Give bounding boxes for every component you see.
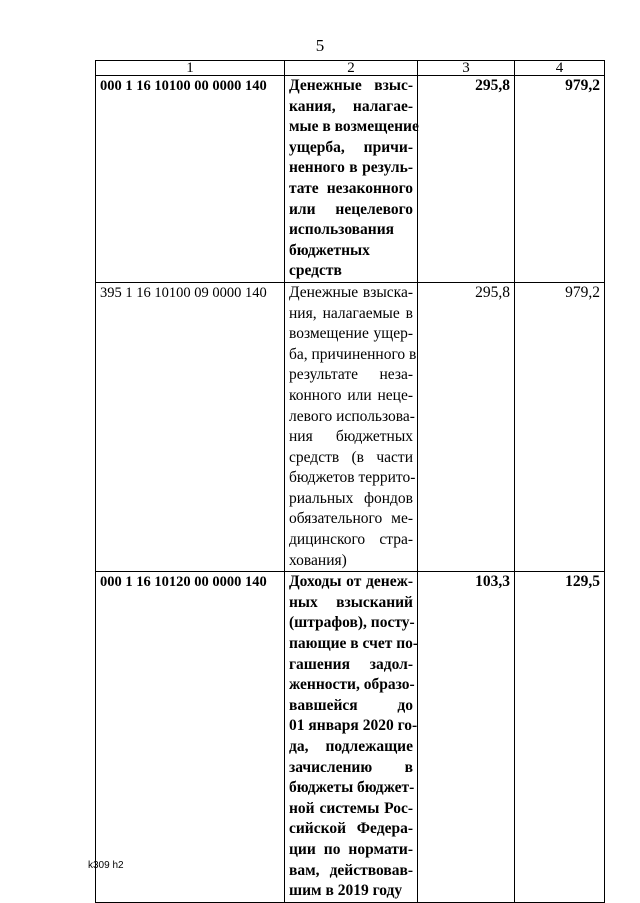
income-name-line: ния бюджетных (289, 428, 413, 446)
income-name-line: Доходы от денеж- (289, 573, 413, 591)
amount-col-4: 979,2 (515, 282, 605, 571)
table-header-row (96, 61, 605, 76)
income-name-line: шим в 2019 году (289, 882, 403, 900)
budget-code: 000 1 16 10100 00 0000 140 (96, 76, 285, 283)
income-name-line: ния, налагаемые в (289, 304, 413, 322)
amount-col-3: 295,8 (418, 282, 515, 571)
income-name-line: сийской Федера- (289, 820, 413, 838)
income-name-line: средств (в части (289, 448, 413, 466)
amount-col-3: 295,8 (418, 76, 515, 283)
budget-table (95, 60, 605, 903)
amount-col-4: 979,2 (515, 76, 605, 283)
header-col-3: 3 (418, 61, 515, 76)
amount-col-3: 103,3 (418, 572, 515, 903)
income-name-line: конного или неце- (289, 386, 413, 404)
income-name-line: использования (289, 221, 395, 239)
income-name-line: результате неза- (289, 366, 413, 384)
income-name-line: 01 января 2020 го- (289, 717, 418, 735)
table-row (96, 76, 605, 283)
income-name-line: мые в возмещение (289, 118, 419, 136)
income-name-line: вавшейся до (289, 696, 413, 714)
income-name-line: средств (289, 262, 342, 280)
income-name (285, 76, 418, 283)
income-name-line: ущерба, причи- (289, 138, 413, 156)
header-col-4: 4 (515, 61, 605, 76)
income-name-line: женности, образо- (289, 676, 415, 694)
income-name-line: бюджетных (289, 241, 370, 259)
table-row (96, 282, 605, 571)
income-name-line: дицинского стра- (289, 531, 413, 549)
header-col-1: 1 (96, 61, 285, 76)
document-footer-code: k309 h2 (88, 860, 124, 871)
income-name-line: хования) (289, 551, 347, 569)
income-name-line: левого использова- (289, 407, 415, 425)
table-row (96, 572, 605, 903)
income-name-line: возмещение ущер- (289, 325, 413, 343)
income-name-line: зачислению в (289, 758, 413, 776)
income-name-line: Денежные взыска- (289, 283, 413, 301)
income-name-line: гашения задол- (289, 655, 413, 673)
page-number: 5 (315, 36, 325, 55)
income-name-line: бюджетов террито- (289, 469, 416, 487)
income-name-line: Денежные взыс- (289, 77, 413, 94)
income-name-line: пающие в счет по- (289, 635, 419, 653)
income-name-line: ненного в резуль- (289, 159, 413, 177)
income-name-line: ной системы Рос- (289, 799, 413, 817)
budget-code: 395 1 16 10100 09 0000 140 (96, 282, 285, 571)
income-name-line: обязательного ме- (289, 510, 413, 528)
income-name-line: тате незаконного (289, 179, 413, 197)
income-name-line: или нецелевого (289, 200, 413, 218)
income-name-line: ных взысканий (289, 593, 413, 611)
header-col-2: 2 (285, 61, 418, 76)
budget-code: 000 1 16 10120 00 0000 140 (96, 572, 285, 903)
income-name-line: вам, действовав- (289, 861, 413, 879)
income-name-line: ба, причиненного в (289, 345, 417, 363)
amount-col-4: 129,5 (515, 572, 605, 903)
income-name-line: ции по нормати- (289, 840, 413, 858)
income-name (285, 572, 418, 903)
income-name-line: кания, налагае- (289, 97, 413, 115)
income-name-line: (штрафов), посту- (289, 614, 415, 632)
income-name-line: бюджеты бюджет- (289, 779, 415, 797)
income-name-line: да, подлежащие (289, 738, 413, 755)
income-name (285, 282, 418, 571)
income-name-line: риальных фондов (289, 489, 413, 507)
